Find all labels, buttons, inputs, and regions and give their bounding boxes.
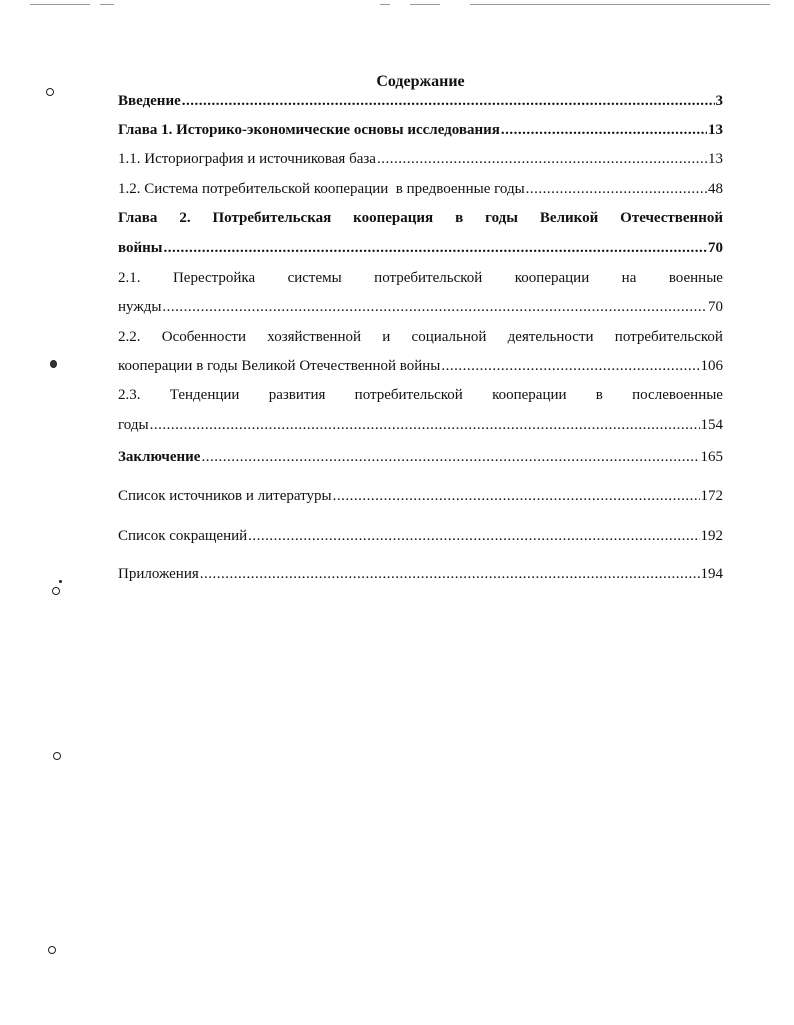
- punch-hole-icon: [48, 946, 56, 954]
- word: Тенденции: [169, 387, 240, 403]
- toc-title: Содержание: [376, 73, 465, 90]
- word: кооперации: [514, 270, 590, 286]
- word: Глава: [118, 210, 158, 226]
- dot-leader: [441, 355, 699, 377]
- entry-text: годы: [118, 417, 149, 433]
- dot-leader: [248, 525, 699, 547]
- dot-leader: [200, 563, 700, 585]
- page-number: 192: [700, 528, 723, 544]
- page-number: 70: [708, 299, 723, 315]
- toc-entry-abbreviations[interactable]: [118, 525, 723, 547]
- toc-entry-section-1-1[interactable]: [118, 148, 723, 170]
- word: 2.1.: [118, 270, 141, 286]
- entry-text: Глава 1. Историко-экономические основы исследования: [118, 122, 500, 138]
- toc-entry-section-1-2[interactable]: [118, 178, 723, 200]
- entry-text: Список источников и литературы: [118, 488, 332, 504]
- word: военные: [668, 270, 723, 286]
- toc-entry-intro[interactable]: [118, 90, 723, 112]
- word: 2.3.: [118, 387, 141, 403]
- word: развития: [268, 387, 326, 403]
- word: потребительской: [614, 329, 723, 345]
- word: кооперации: [492, 387, 567, 403]
- entry-text: 1.2. Система потребительской кооперации в предвоенные годы: [118, 181, 525, 197]
- page-number: 13: [708, 122, 723, 138]
- word: деятельности: [507, 329, 594, 345]
- word: и: [382, 329, 391, 345]
- word: хозяйственной: [267, 329, 361, 345]
- dot-leader: [333, 485, 700, 507]
- dot-leader: [201, 446, 699, 468]
- page-number: 13: [708, 151, 723, 167]
- entry-text: войны: [118, 240, 163, 256]
- word: годы: [485, 210, 518, 226]
- dot-leader: [182, 90, 715, 112]
- punch-hole-icon: [50, 360, 57, 368]
- toc-entry-appendix[interactable]: [118, 563, 723, 585]
- word: Перестройка: [172, 270, 256, 286]
- dot-leader: [162, 296, 707, 318]
- dot-leader: [526, 178, 707, 200]
- entry-text: 1.1. Историография и источниковая база: [118, 151, 376, 167]
- toc-entry-chapter-2-line2[interactable]: [118, 237, 723, 259]
- page-number: 48: [708, 181, 723, 197]
- entry-text: нужды: [118, 299, 162, 315]
- word: Особенности: [161, 329, 247, 345]
- page-number: 3: [715, 93, 723, 109]
- page-number: 106: [700, 358, 723, 374]
- scan-line: [410, 4, 440, 5]
- toc-entry-conclusion[interactable]: [118, 446, 723, 468]
- toc-entry-section-2-3-line2[interactable]: [118, 414, 723, 436]
- entry-text: кооперации в годы Великой Отечественной войны: [118, 358, 441, 374]
- dot-leader: [150, 414, 700, 436]
- toc-entry-chapter-1[interactable]: [118, 119, 723, 141]
- entry-text: Заключение: [118, 449, 201, 465]
- word: 2.: [179, 210, 191, 226]
- scan-line: [470, 4, 770, 5]
- toc-entry-sources[interactable]: [118, 485, 723, 507]
- speck-icon: [59, 580, 62, 583]
- page-number: 165: [700, 449, 723, 465]
- toc-entry-section-2-1-line2[interactable]: [118, 296, 723, 318]
- dot-leader: [501, 119, 707, 141]
- word: Отечественной: [620, 210, 723, 226]
- toc-entry-section-2-3-line1[interactable]: [118, 384, 723, 406]
- punch-hole-icon: [52, 587, 60, 595]
- punch-hole-icon: [53, 752, 61, 760]
- entry-text: Список сокращений: [118, 528, 248, 544]
- punch-holes: [0, 0, 80, 1025]
- word: Великой: [539, 210, 599, 226]
- page-number: 154: [700, 417, 723, 433]
- toc-entry-section-2-2-line1[interactable]: [118, 326, 723, 348]
- dot-leader: [377, 148, 707, 170]
- page-number: 172: [700, 488, 723, 504]
- word: 2.2.: [118, 329, 141, 345]
- word: кооперация: [353, 210, 434, 226]
- entry-text: Введение: [118, 93, 181, 109]
- word: на: [621, 270, 637, 286]
- punch-hole-icon: [46, 88, 54, 96]
- word: послевоенные: [632, 387, 723, 403]
- dot-leader: [164, 237, 708, 259]
- word: в: [595, 387, 603, 403]
- entry-text: Приложения: [118, 566, 199, 582]
- word: в: [455, 210, 464, 226]
- toc-entry-chapter-2-line1[interactable]: [118, 207, 723, 229]
- word: системы: [287, 270, 342, 286]
- scan-edge: [0, 0, 794, 10]
- word: социальной: [411, 329, 487, 345]
- page-number: 70: [708, 240, 723, 256]
- page-number: 194: [700, 566, 723, 582]
- word: Потребительская: [212, 210, 332, 226]
- toc-entry-section-2-2-line2[interactable]: [118, 355, 723, 377]
- word: потребительской: [354, 387, 463, 403]
- word: потребительской: [374, 270, 483, 286]
- scan-line: [380, 4, 390, 5]
- scan-line: [100, 4, 114, 5]
- toc-entry-section-2-1-line1[interactable]: [118, 267, 723, 289]
